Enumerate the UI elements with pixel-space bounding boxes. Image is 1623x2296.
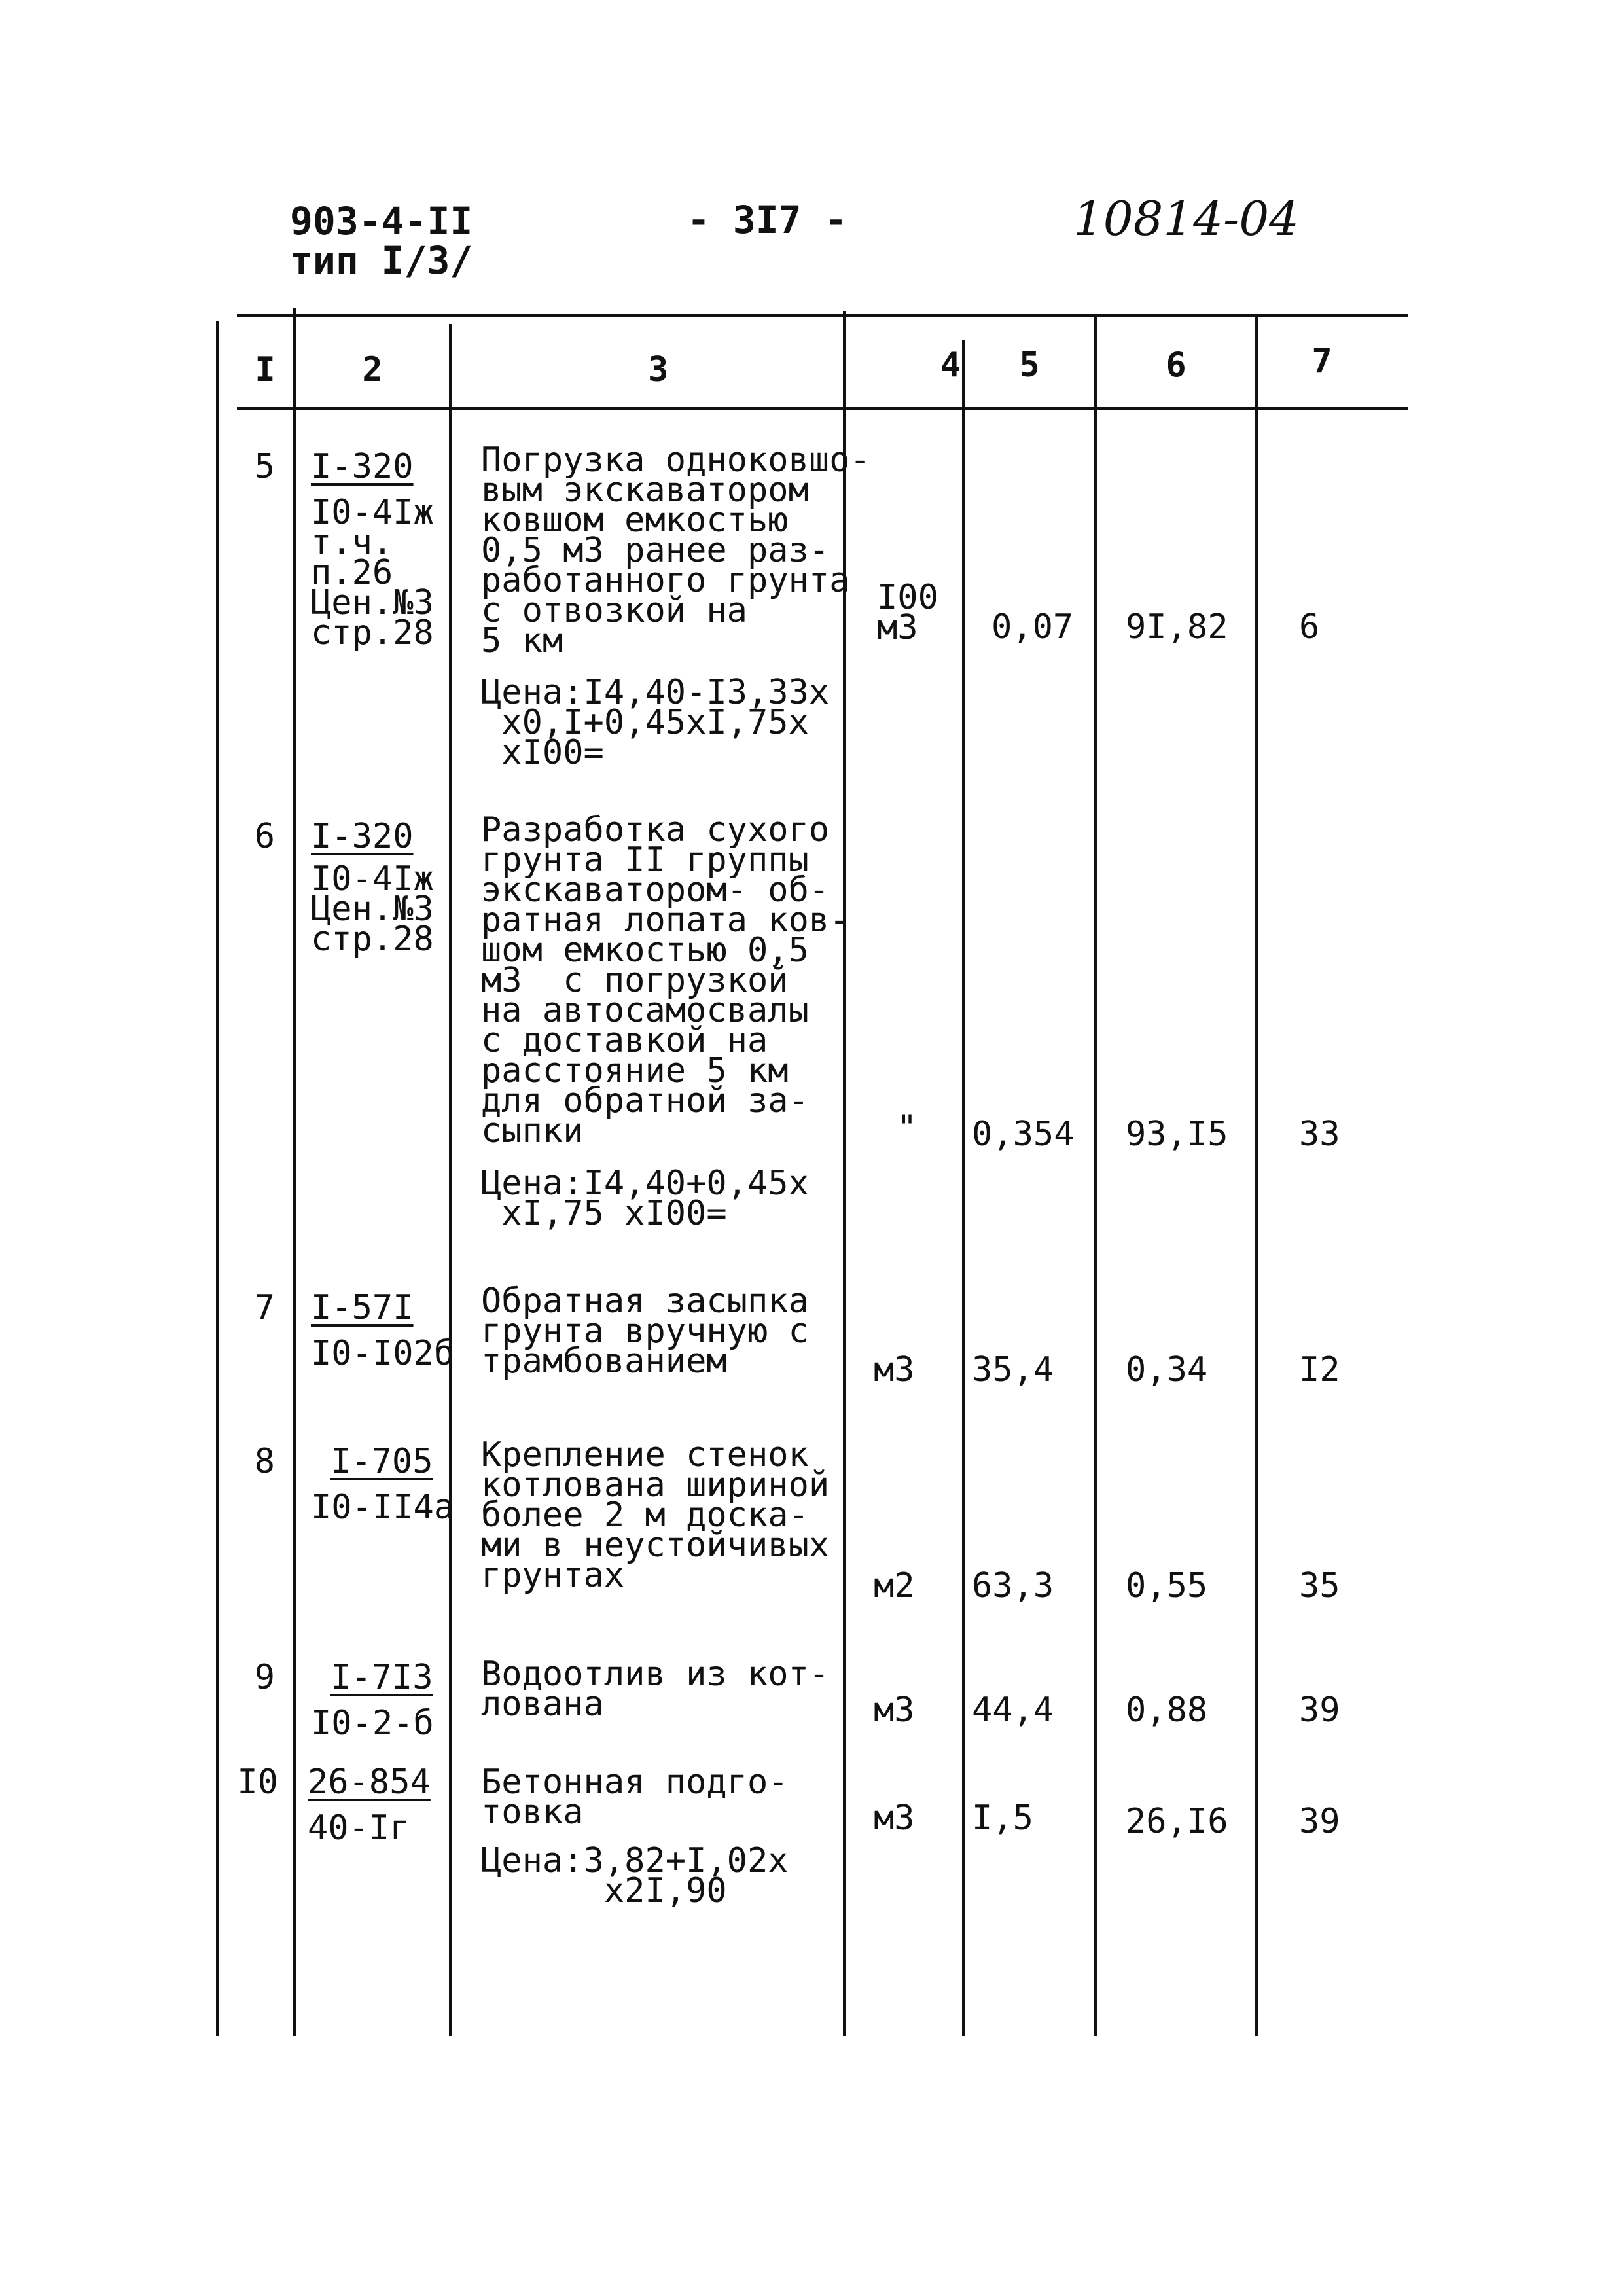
norm-code: 26-854: [308, 1763, 431, 1802]
norm-reference: I0-II4а: [311, 1488, 455, 1527]
norm-reference: I0-I02б: [311, 1334, 455, 1373]
column-divider: [1255, 314, 1258, 2036]
quantity: 63,3: [972, 1566, 1054, 1605]
table-top-rule: [237, 314, 1408, 317]
column-header-3: 3: [648, 350, 669, 389]
column-divider: [962, 340, 965, 2036]
column-divider: [449, 324, 452, 2036]
work-description: Погрузка одноковшо- вым экскаватором ковшом емкостью 0,5 м3 ранее раз- работанного грунта с отвозкой на 5 км: [481, 440, 870, 660]
norm-code: I-57I: [311, 1288, 414, 1327]
work-description: Крепление стенок котлована шириной более 2 м доска- ми в неустойчивых грунтах: [481, 1435, 830, 1595]
total-cost: 39: [1299, 1802, 1340, 1841]
norm-reference: I0-4Iж т.ч. п.26 Цен.№3 стр.28: [311, 493, 434, 653]
column-divider: [293, 308, 296, 2036]
row-number: 8: [254, 1442, 275, 1481]
work-description: Бетонная подго- товка: [481, 1763, 789, 1832]
unit: м3: [874, 1691, 915, 1730]
row-number: 5: [254, 447, 275, 486]
row-number: 9: [254, 1658, 275, 1697]
unit-price: 0,88: [1126, 1691, 1208, 1730]
document-code-line1: 903-4-II: [290, 199, 473, 243]
column-header-2: 2: [362, 350, 383, 389]
norm-code: I-320: [311, 447, 414, 486]
column-header-6: 6: [1166, 346, 1186, 385]
quantity: 0,354: [972, 1115, 1075, 1154]
unit-price: 26,I6: [1126, 1802, 1228, 1841]
price-formula: Цена:3,82+I,02х х2I,90: [481, 1841, 789, 1910]
quantity: 44,4: [972, 1691, 1054, 1730]
column-divider: [1094, 314, 1097, 2036]
unit: м3: [874, 1799, 915, 1838]
total-cost: 33: [1299, 1115, 1340, 1154]
page-number: - 3I7 -: [687, 198, 847, 242]
unit: м3: [874, 1350, 915, 1390]
column-header-4: 4: [940, 346, 961, 385]
row-number: 7: [254, 1288, 275, 1327]
total-cost: 35: [1299, 1566, 1340, 1605]
norm-reference: 40-Iг: [308, 1808, 410, 1848]
work-description: Разработка сухого грунта II группы экскаватором- об- ратная лопата ков- шом емкостью 0,5 м3 с погрузкой на автосамосвалы с доставкой на расстояние 5 км для обратной за- сыпки: [481, 810, 850, 1151]
column-divider: [216, 321, 219, 2036]
total-cost: I2: [1299, 1350, 1340, 1390]
column-header-5: 5: [1019, 346, 1040, 385]
document-code-line2: тип I/3/: [290, 238, 473, 283]
norm-code: I-7I3: [330, 1658, 433, 1697]
unit: м2: [874, 1566, 915, 1605]
unit-price: 0,34: [1126, 1350, 1208, 1390]
norm-code: I-705: [330, 1442, 433, 1481]
row-number: 6: [254, 817, 275, 856]
document-code: [290, 199, 473, 283]
norm-reference: I0-2-б: [311, 1704, 434, 1743]
unit-price: 93,I5: [1126, 1115, 1228, 1154]
norm-code: I-320: [311, 817, 414, 856]
quantity: I,5: [972, 1799, 1033, 1838]
row-number: I0: [237, 1763, 278, 1802]
unit-price: 0,55: [1126, 1566, 1208, 1605]
price-formula: Цена:I4,40+0,45х хI,75 хI00=: [481, 1164, 809, 1233]
unit: ": [897, 1108, 918, 1147]
total-cost: 6: [1299, 607, 1320, 647]
norm-reference: I0-4Iж Цен.№3 стр.28: [311, 859, 434, 959]
unit-price: 9I,82: [1126, 607, 1228, 647]
total-cost: 39: [1299, 1691, 1340, 1730]
work-description: Обратная засыпка грунта вручную с трамбованием: [481, 1282, 809, 1381]
table-header-rule: [237, 407, 1408, 410]
work-description: Водоотлив из кот- лована: [481, 1655, 830, 1724]
quantity: 35,4: [972, 1350, 1054, 1390]
quantity: 0,07: [991, 607, 1074, 647]
column-header-1: I: [255, 350, 276, 389]
price-formula: Цена:I4,40-I3,33х х0,I+0,45хI,75х хI00=: [481, 673, 830, 772]
inventory-number: 10814-04: [1073, 191, 1299, 246]
unit: I00 м3: [877, 578, 938, 647]
column-header-7: 7: [1311, 342, 1332, 381]
